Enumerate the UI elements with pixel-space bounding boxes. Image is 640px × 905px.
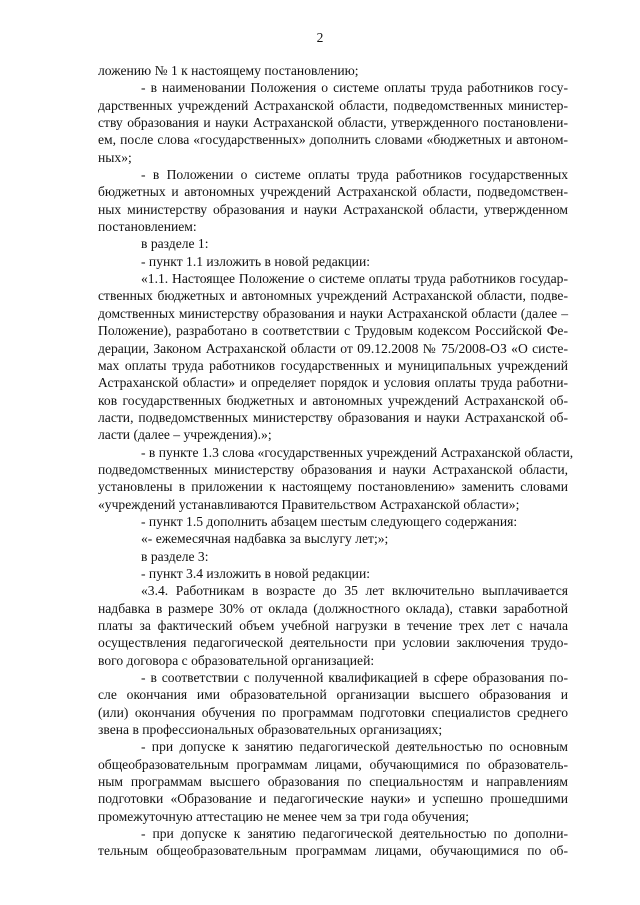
- text-line: ным программам высшего образования по специальностям и направлениям: [98, 774, 568, 790]
- text-line: ласти, подведомственных министерству образования и науки Астраханской об-: [98, 409, 568, 425]
- text-line: ков государственных бюджетных и автономных учреждений Астраханской об-: [98, 392, 568, 408]
- text-line: домственных министерству образования и науки Астраханской области (далее –: [98, 305, 568, 321]
- text-line: мах оплаты труда работников государственных и муниципальных учреждений: [98, 357, 568, 373]
- text-line: промежуточную аттестацию не менее чем за три года обучения;: [98, 808, 470, 824]
- text-line: в разделе 3:: [141, 548, 209, 564]
- text-line: подведомственных министерству образования и науки Астраханской области,: [98, 461, 568, 477]
- text-line: ных министерству образования и науки Астраханской области, утвержденном: [98, 201, 568, 217]
- text-line: тельным общеобразовательным программам лицами, обучающимися по об-: [98, 843, 568, 859]
- text-line: общеобразовательным программам лицами, обучающимися по образователь-: [98, 756, 568, 772]
- text-line: «1.1. Настоящее Положение о системе оплаты труда работников государ-: [141, 271, 568, 287]
- text-line: вого договора с образовательной организацией:: [98, 652, 375, 668]
- text-line: Астраханской области» и определяет порядок и условия оплаты труда работни-: [98, 375, 568, 391]
- text-line: - при допуске к занятию педагогической деятельностью по основным: [141, 739, 568, 755]
- text-line: подготовки «Образование и педагогические науки» и успешно прошедшими: [98, 791, 568, 807]
- text-line: - пункт 1.5 дополнить абзацем шестым следующего содержания:: [141, 513, 518, 529]
- text-line: «учреждений устанавливаются Правительством Астраханской области»;: [98, 496, 520, 512]
- text-line: надбавка в размере 30% от оклада (должностного оклада), ставки заработной: [98, 600, 568, 616]
- text-line: постановлением:: [98, 219, 197, 235]
- document-body: [98, 62, 574, 860]
- text-line: «- ежемесячная надбавка за выслугу лет;»;: [141, 531, 389, 547]
- text-line: - при допуске к занятию педагогической деятельностью по дополни-: [141, 826, 568, 842]
- text-line: (или) окончания обучения по программам подготовки специалистов среднего: [98, 704, 568, 720]
- text-line: установлены в приложении к настоящему постановлению» заменить словами: [98, 479, 568, 495]
- text-line: звена в профессиональных образовательных организациях;: [98, 722, 443, 738]
- text-line: сле окончания ими образовательной организации высшего образования и: [98, 687, 568, 703]
- text-line: ственных бюджетных и автономных учреждений Астраханской области, подве-: [98, 288, 568, 304]
- text-line: - пункт 3.4 изложить в новой редакции:: [141, 565, 371, 581]
- text-line: - в Положении о системе оплаты труда работников государственных: [141, 167, 568, 183]
- text-line: - пункт 1.1 изложить в новой редакции:: [141, 253, 371, 269]
- text-line: ложению № 1 к настоящему постановлению;: [98, 63, 359, 78]
- text-line: дарственных учреждений Астраханской области, подведомственных министер-: [98, 97, 568, 113]
- text-line: ласти (далее – учреждения).»;: [98, 427, 272, 443]
- page-number: 2: [316, 30, 324, 45]
- text-line: «3.4. Работникам в возрасте до 35 лет включительно выплачивается: [141, 583, 568, 599]
- text-line: - в соответствии с полученной квалификацией в сфере образования по-: [141, 670, 568, 686]
- text-line: ных»;: [98, 149, 132, 165]
- text-line: дерации, Законом Астраханской области от 09.12.2008 № 75/2008-ОЗ «О систе-: [98, 340, 568, 356]
- text-line: - в пункте 1.3 слова «государственных учреждений Астраханской области,: [141, 444, 574, 460]
- text-line: ем, после слова «государственных» дополнить словами «бюджетных и автоном-: [98, 132, 568, 148]
- text-line: Положение), разработано в соответствии с Трудовым кодексом Российской Фе-: [98, 323, 568, 339]
- text-line: в разделе 1:: [141, 236, 209, 252]
- text-line: осуществления педагогической деятельности при условии заключения трудо-: [98, 635, 568, 651]
- text-line: бюджетных и автономных учреждений Астраханской области, подведомствен-: [98, 184, 568, 200]
- text-line: ству образования и науки Астраханской области, утвержденного постановлени-: [98, 115, 568, 131]
- text-line: - в наименовании Положения о системе оплаты труда работников госу-: [141, 80, 568, 96]
- text-line: платы за фактический объем учебной нагрузки в течение трех лет с начала: [98, 618, 568, 633]
